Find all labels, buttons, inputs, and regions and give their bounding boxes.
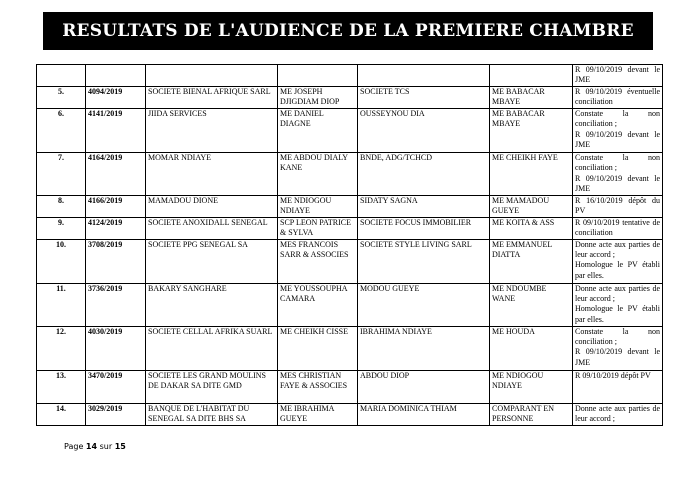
table-row — [37, 217, 663, 239]
defendant-counsel-cell: ME CHEIKH FAYE — [490, 152, 573, 195]
row-number: 10. — [37, 239, 86, 283]
table-row — [37, 326, 663, 370]
defendant-counsel-cell: COMPARANT EN PERSONNE — [490, 403, 573, 425]
row-number: 6. — [37, 108, 86, 152]
plaintiff-cell: SOCIETE BIENAL AFRIQUE SARL — [146, 87, 278, 109]
observation-line: R 09/10/2019 devant le JME — [575, 173, 660, 194]
defendant-cell: BNDE, ADG/TCHCD — [358, 152, 490, 195]
plaintiff-cell: MOMAR NDIAYE — [146, 152, 278, 195]
table-row — [37, 108, 663, 152]
case-number: 3736/2019 — [86, 283, 146, 326]
plaintiff-cell: SOCIETE LES GRAND MOULINS DE DAKAR SA DITE GMD — [146, 370, 278, 403]
observation-line: Homologue le PV établi par elles. — [575, 304, 660, 324]
row-number: 8. — [37, 195, 86, 217]
observations-cell — [573, 87, 663, 109]
observations-cell — [573, 403, 663, 425]
observation-line: R 09/10/2019 tentative de conciliation — [575, 217, 660, 238]
defendant-counsel-cell: ME BABACAR MBAYE — [490, 108, 573, 152]
plaintiff-cell: SOCIETE CELLAL AFRIKA SUARL — [146, 326, 278, 370]
defendant-cell: SOCIETE FOCUS IMMOBILIER — [358, 217, 490, 239]
table-row — [37, 239, 663, 283]
observation-line: Constate la non conciliation ; — [575, 326, 660, 347]
case-number: 3470/2019 — [86, 370, 146, 403]
plaintiff-counsel-cell: ME CHEIKH CISSE — [278, 326, 358, 370]
defendant-counsel-cell: ME NDIOGOU NDIAYE — [490, 370, 573, 403]
observation-line: Donne acte aux parties de leur accord ; — [575, 283, 660, 304]
plaintiff-counsel-cell: ME IBRAHIMA GUEYE — [278, 403, 358, 425]
observations-cell — [573, 152, 663, 195]
observation-line: R 09/10/2019 devant le JME — [575, 129, 660, 150]
case-number: 4094/2019 — [86, 87, 146, 109]
observation-line: Constate la non conciliation ; — [575, 108, 660, 129]
plaintiff-counsel-cell: MES CHRISTIAN FAYE & ASSOCIES — [278, 370, 358, 403]
defendant-counsel-cell: ME KOITA & ASS — [490, 217, 573, 239]
observations-cell — [573, 239, 663, 283]
row-number: 13. — [37, 370, 86, 403]
table-row — [37, 152, 663, 195]
plaintiff-counsel-cell — [278, 65, 358, 87]
plaintiff-cell: BANQUE DE L'HABITAT DU SENEGAL SA DITE BHS SA — [146, 403, 278, 425]
table-row — [37, 403, 663, 425]
table-row — [37, 370, 663, 403]
row-number: 5. — [37, 87, 86, 109]
observation-line: Donne acte aux parties de leur accord ; — [575, 403, 660, 424]
defendant-counsel-cell: ME MAMADOU GUEYE — [490, 195, 573, 217]
defendant-cell — [358, 65, 490, 87]
case-number: 4164/2019 — [86, 152, 146, 195]
defendant-cell: MODOU GUEYE — [358, 283, 490, 326]
plaintiff-counsel-cell: ME NDIOGOU NDIAYE — [278, 195, 358, 217]
row-number: 11. — [37, 283, 86, 326]
page-current: 14 — [85, 442, 98, 451]
plaintiff-counsel-cell: ME YOUSSOUPHA CAMARA — [278, 283, 358, 326]
plaintiff-cell: MAMADOU DIONE — [146, 195, 278, 217]
defendant-cell: ABDOU DIOP — [358, 370, 490, 403]
defendant-cell: IBRAHIMA NDIAYE — [358, 326, 490, 370]
page-total: 15 — [114, 442, 126, 451]
case-number: 3708/2019 — [86, 239, 146, 283]
row-number: 7. — [37, 152, 86, 195]
defendant-cell: MARIA DOMINICA THIAM — [358, 403, 490, 425]
page-footer: Page 14 sur 15 — [64, 442, 126, 451]
plaintiff-cell: SOCIETE ANOXIDALL SENEGAL — [146, 217, 278, 239]
observations-cell — [573, 326, 663, 370]
defendant-counsel-cell: ME NDOUMBE WANE — [490, 283, 573, 326]
case-number: 4124/2019 — [86, 217, 146, 239]
title-banner — [43, 12, 653, 50]
observation-line: R 09/10/2019 devant le JME — [575, 347, 660, 367]
table-row — [37, 195, 663, 217]
case-number — [86, 65, 146, 87]
table-row — [37, 87, 663, 109]
defendant-cell: SIDATY SAGNA — [358, 195, 490, 217]
observations-cell — [573, 283, 663, 326]
case-number: 3029/2019 — [86, 403, 146, 425]
observations-cell — [573, 108, 663, 152]
row-number — [37, 65, 86, 87]
defendant-cell: SOCIETE STYLE LIVING SARL — [358, 239, 490, 283]
observations-cell — [573, 65, 663, 87]
plaintiff-counsel-cell: ME ABDOU DIALY KANE — [278, 152, 358, 195]
defendant-cell: OUSSEYNOU DIA — [358, 108, 490, 152]
observation-line: Constate la non conciliation ; — [575, 152, 660, 173]
case-number: 4141/2019 — [86, 108, 146, 152]
defendant-counsel-cell: ME EMMANUEL DIATTA — [490, 239, 573, 283]
row-number: 14. — [37, 403, 86, 425]
plaintiff-cell: JIIDA SERVICES — [146, 108, 278, 152]
case-number: 4166/2019 — [86, 195, 146, 217]
observations-cell — [573, 370, 663, 403]
page-title: RESULTATS DE L'AUDIENCE DE LA PREMIERE CHAMBRE — [62, 21, 634, 41]
observations-cell — [573, 217, 663, 239]
plaintiff-counsel-cell: ME JOSEPH DJIGDIAM DIOP — [278, 87, 358, 109]
row-number: 9. — [37, 217, 86, 239]
plaintiff-counsel-cell: ME DANIEL DIAGNE — [278, 108, 358, 152]
observation-line: R 09/10/2019 dépôt PV — [575, 370, 651, 380]
observation-line: R 09/10/2019 éventuelle conciliation — [575, 87, 660, 107]
defendant-counsel-cell: ME HOUDA — [490, 326, 573, 370]
case-number: 4030/2019 — [86, 326, 146, 370]
table-row — [37, 65, 663, 87]
plaintiff-cell: BAKARY SANGHARE — [146, 283, 278, 326]
table-row — [37, 283, 663, 326]
row-number: 12. — [37, 326, 86, 370]
observation-line: Donne acte aux parties de leur accord ; — [575, 239, 660, 260]
observation-line: R 16/10/2019 dépôt du PV — [575, 195, 660, 216]
defendant-counsel-cell — [490, 65, 573, 87]
plaintiff-cell: SOCIETE PPG SENEGAL SA — [146, 239, 278, 283]
observation-line: R 09/10/2019 devant le JME — [575, 65, 660, 85]
results-table — [36, 64, 663, 426]
defendant-cell: SOCIETE TCS — [358, 87, 490, 109]
observations-cell — [573, 195, 663, 217]
plaintiff-cell — [146, 65, 278, 87]
plaintiff-counsel-cell: SCP LEON PATRICE & SYLVA — [278, 217, 358, 239]
defendant-counsel-cell: ME BABACAR MBAYE — [490, 87, 573, 109]
plaintiff-counsel-cell: MES FRANCOIS SARR & ASSOCIES — [278, 239, 358, 283]
observation-line: Homologue le PV établi par elles. — [575, 260, 660, 280]
